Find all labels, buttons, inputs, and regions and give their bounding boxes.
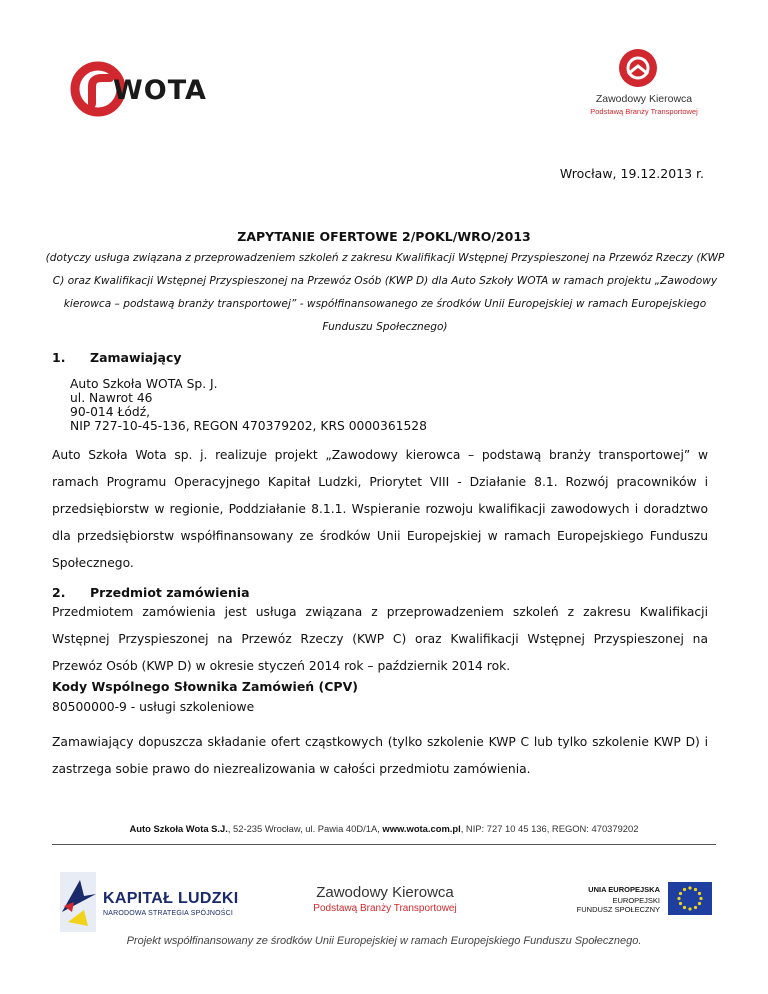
kl-title: KAPITAŁ LUDZKI <box>103 890 239 907</box>
zk-footer-subtitle: Podstawą Branży Transportowej <box>313 903 457 914</box>
section-2-number: 2. <box>52 585 66 600</box>
section-1-title: Zamawiający <box>90 350 182 365</box>
section-2-title: Przedmiot zamówienia <box>90 585 250 600</box>
address-line: 90-014 Łódź, <box>70 405 151 419</box>
address-line: NIP 727-10-45-136, REGON 470379202, KRS 0000361528 <box>70 419 427 433</box>
footer-address <box>0 823 768 834</box>
contracting-party-address <box>70 377 427 433</box>
cpv-code: 80500000-9 - usługi szkoleniowe <box>52 700 255 714</box>
document-date: Wrocław, 19.12.2013 r. <box>559 166 704 181</box>
kl-subtitle: NARODOWA STRATEGIA SPÓJNOŚCI <box>103 910 234 917</box>
document-title: ZAPYTANIE OFERTOWE 2/POKL/WRO/2013 <box>237 229 531 244</box>
ue-title: UNIA EUROPEJSKA <box>588 885 660 894</box>
section-2-heading <box>52 585 250 600</box>
zk-logo-title: Zawodowy Kierowca <box>595 93 693 105</box>
wota-logo-text: WOTA <box>113 75 207 106</box>
footer-address-text: , 52-235 Wrocław, ul. Pawia 40D/1A, <box>227 823 383 834</box>
ue-line-2: FUNDUSZ SPOŁECZNY <box>576 905 660 914</box>
document-subtitle: (dotyczy usługa związana z przeprowadzeniem szkoleń z zakresu Kwalifikacji Wstępnej Przyspieszonej na Przewóz Rzeczy (KWP C) oraz Kwalifikacji Wstępnej Przyspieszonej na Przewóz Osób (KWP D) dla Auto Szkoły WOTA w ramach projektu „Zawodowy kierowca – podstawą branży transportowej” - współfinansowanego ze środków Unii Europejskiej w ramach Europejskiego Funduszu Społecznego) <box>45 252 725 333</box>
eu-flag-icon <box>668 882 712 915</box>
address-line: Auto Szkoła WOTA Sp. J. <box>70 377 218 391</box>
cpv-heading: Kody Wspólnego Słownika Zamówień (CPV) <box>52 679 358 694</box>
footer-divider <box>52 844 716 845</box>
footer-ids: , NIP: 727 10 45 136, REGON: 470379202 <box>460 823 639 834</box>
section-1-number: 1. <box>52 350 66 365</box>
address-line: ul. Nawrot 46 <box>70 391 153 405</box>
section-2-paragraph: Przedmiotem zamówienia jest usługa związana z przeprowadzeniem szkoleń z zakresu Kwalifikacji Wstępnej Przyspieszonej na Przewóz Rzeczy (KWP C) oraz Kwalifikacji Wstępnej Przyspieszonej na Przewóz Osób (KWP D) w okresie styczeń 2014 rok – październik 2014 rok. <box>52 605 708 673</box>
section-1-paragraph: Auto Szkoła Wota sp. j. realizuje projekt „Zawodowy kierowca – podstawą branży transportowej” w ramach Programu Operacyjnego Kapitał Ludzki, Priorytet VIII - Działanie 8.1. Rozwój pracowników i przedsiębiorstw w regionie, Poddziałanie 8.1.1. Wspieranie rozwoju kwalifikacji zawodowych i doradztwo dla przedsiębiorstw współfinansowany ze środków Unii Europejskiej w ramach Europejskiego Funduszu Społecznego. <box>52 448 708 570</box>
footer-website: www.wota.com.pl <box>382 823 461 834</box>
zk-footer-title: Zawodowy Kierowca <box>316 884 454 901</box>
zk-logo-subtitle: Podstawą Branży Transportowej <box>590 107 698 116</box>
ue-line-1: EUROPEJSKI <box>612 896 660 905</box>
section-1-heading <box>52 350 182 365</box>
project-note: Projekt współfinansowany ze środków Unii Europejskiej w ramach Europejskiego Funduszu Społecznego. <box>126 935 642 947</box>
footer-company: Auto Szkoła Wota S.J. <box>129 823 228 834</box>
ue-fund <box>560 896 660 914</box>
section-2-paragraph-2: Zamawiający dopuszcza składanie ofert cząstkowych (tylko szkolenie KWP C lub tylko szkolenie KWP D) i zastrzega sobie prawo do niezrealizowania w całości przedmiotu zamówienia. <box>52 735 708 776</box>
